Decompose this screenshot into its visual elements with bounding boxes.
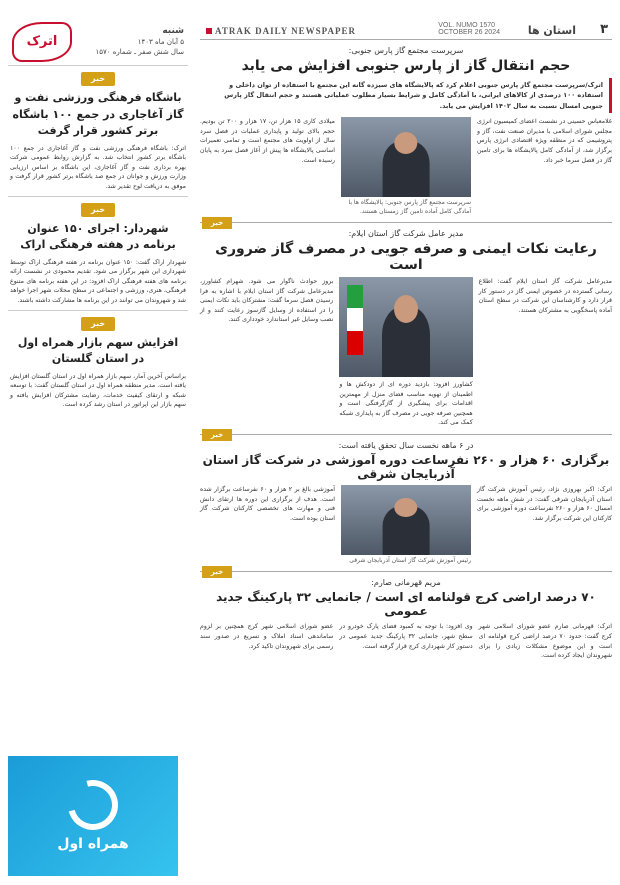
divider <box>8 196 188 197</box>
article-ilam-gas <box>200 229 612 428</box>
article-column <box>200 117 335 216</box>
article-column <box>339 277 472 428</box>
square-icon <box>206 28 212 34</box>
logo: اترک <box>12 22 72 62</box>
iran-flag-icon <box>347 285 363 355</box>
ad-brand: همراه اول <box>57 836 129 852</box>
article-headline: حجم انتقال گاز از پارس جنوبی افزایش می یابد <box>241 58 571 74</box>
article-supertitle: مدیر عامل شرکت گاز استان ایلام: <box>348 228 464 238</box>
news-tag: خبر <box>202 429 232 441</box>
article-lead: اترک/سرپرست مجتمع گاز پارس جنوبی اعلام کرد که پالایشگاه های سیزده گانه این مجتمع با استفاده از توان داخلی و استفاده ۱۰۰ درصدی از کالاهای ایرانی، با آمادگی کامل و شرایط بسیار مطلوب عملیاتی هستند و حجم انتقال گاز پارس جنوبی امسال نسبت به سال ۱۴۰۲ افزایش می یابد. <box>200 78 612 113</box>
article-gas-transfer <box>200 46 612 216</box>
person-head <box>394 295 418 323</box>
article-columns <box>200 485 612 565</box>
news-tag: خبر <box>202 217 232 229</box>
article-text: بروز حوادث ناگوار می شود. شهرام کشاورز، مدیرعامل شرکت گاز استان ایلام با اشاره به فرا رسیدن فصل سرما گفت: مشترکان باید نکات ایمنی را در استفاده از وسایل گازسوز رعایت کنند و از نصب وسایل غیر استاندارد خودداری کنند. <box>200 277 334 324</box>
section-separator <box>200 431 612 439</box>
article-photo <box>341 117 471 197</box>
article-column <box>339 622 472 660</box>
person-head <box>394 498 417 518</box>
story-title: باشگاه فرهنگی ورزشی نفت و گاز آغاجاری در جمع ۱۰۰ باشگاه برتر کشور قرار گرفت <box>12 91 184 137</box>
story-body: براساس آخرین آمار، سهم بازار همراه اول در استان گلستان افزایش یافته است. مدیر منطقه همراه اول در استان گلستان گفت: با توسعه شبکه و ارتقای کیفیت خدمات، رضایت مشترکان افزایش یافته و سهم بازار این اپراتور در استان رشد کرده است. <box>10 372 186 409</box>
article-text: عضو شورای اسلامی شهر کرج همچنین بر لزوم ساماندهی اسناد املاک و تسریع در صدور سند رسمی برای شهروندان تاکید کرد. <box>200 623 334 650</box>
news-badge: خبر <box>81 72 115 86</box>
article-text: کشاورز افزود: بازدید دوره ای از دودکش ها و اطمینان از تهویه مناسب فضای منزل از مهمترین اقدامات برای پیشگیری از گازگرفتگی است و همچنین صرفه جویی در مصرف گاز به پایداری شبکه کمک می کند. <box>339 380 473 427</box>
photo-caption: رئیس آموزش شرکت گاز استان آذربایجان شرقی <box>349 557 471 564</box>
article-text: وی افزود: با توجه به کمبود فضای پارک خودرو در سطح شهر، جانمایی ۳۲ پارکینگ جدید عمومی در دستور کار شهرداری کرج قرار گرفته است. <box>339 623 473 650</box>
divider <box>8 310 188 311</box>
article-columns <box>200 622 612 660</box>
article-supertitle: سرپرست مجتمع گاز پارس جنوبی: <box>348 46 464 55</box>
section-title: استان ها <box>527 24 576 37</box>
photo-column <box>341 117 471 216</box>
news-badge: خبر <box>81 317 115 331</box>
article-text: اترک: اکبر بهروزی نژاد، رئیس آموزش شرکت گاز استان آذربایجان شرقی گفت: در شش ماهه نخست امسال ۶۰ هزار و ۲۶۰ نفرساعت دوره آموزشی برای کارکنان این شرکت برگزار شد. <box>477 486 612 522</box>
hamrah-aval-logo-icon <box>59 771 127 839</box>
article-text: مدیرعامل شرکت گاز استان ایلام گفت: اطلاع رسانی گسترده در خصوص ایمنی گاز در دستور کار قرار دارد و کارشناسان این شرکت در سطح استان آماده پاسخگویی به مشترکان هستند. <box>478 277 612 314</box>
article-column <box>477 485 612 565</box>
article-text: اترک: قهرمانی صارم عضو شورای اسلامی شهر کرج گفت: حدود ۷۰ درصد اراضی کرج قولنامه ای است و این موضوع مشکلات زیادی را برای شهروندان ایجاد کرده است. <box>478 623 612 660</box>
news-badge: خبر <box>81 203 115 217</box>
article-column <box>479 622 612 660</box>
volume-number: VOL. NUMO 1570 <box>438 22 496 29</box>
date-block <box>95 25 184 57</box>
article-photo <box>341 485 471 555</box>
date-english: OCTOBER 26 2024 <box>438 29 500 36</box>
paper-name <box>206 26 356 36</box>
photo-column <box>341 485 471 565</box>
news-tag: خبر <box>202 566 232 578</box>
main-area <box>200 42 612 875</box>
section-separator <box>200 568 612 577</box>
article-photo <box>339 277 472 377</box>
article-text: میلادی کاری ۱۵ هزار تن، ۱۷ هزار و ۲۰۰ تن بودیم. حجم بالای تولید و پایداری عملیات در فصل سرد سال از اولویت های مجتمع است و تمامی تعمیرات اساسی پالایشگاه ها پیش از آغاز فصل سرد به پایان رسیده است. <box>200 118 335 164</box>
article-headline: برگزاری ۶۰ هزار و ۲۶۰ نفرساعت دوره آموزشی در شرکت گاز استان آذربایجان شرقی <box>202 453 610 481</box>
article-text: غلامعباس حسینی در نشست اعضای کمیسیون انرژی مجلس شورای اسلامی با مدیران صنعت نفت، گاز و پتروشیمی که در منطقه ویژه اقتصادی انرژی پارس برگزار شد، از آمادگی کامل پالایشگاه ها برای تامین گاز در فصل سرما خبر داد. <box>477 118 612 164</box>
article-headline: ۷۰ درصد اراضی کرج قولنامه ای است / جانمایی ۳۲ پارکینگ جدید عمومی <box>216 590 596 619</box>
article-headline: رعایت نکات ایمنی و صرفه جویی در مصرف گاز ضروری است <box>215 240 597 273</box>
masthead <box>8 18 188 66</box>
article-karaj-land <box>200 578 612 660</box>
weekday: شنبه <box>162 26 184 37</box>
issue-persian: سال شش صفر ـ شماره ۱۵۷۰ <box>95 47 184 56</box>
article-column <box>200 277 333 428</box>
left-column <box>8 18 188 875</box>
section-separator <box>200 218 612 227</box>
page-number: ۳ <box>600 22 608 37</box>
article-column <box>479 277 612 428</box>
advertisement[interactable] <box>8 756 178 876</box>
article-text: آموزشی بالغ بر ۲ هزار و ۶۰ نفرساعت برگزار شده است. هدف از برگزاری این دوره ها ارتقای دانش فنی و مهارت های تخصصی کارکنان شرکت گاز استان بوده است. <box>200 486 335 522</box>
story-title: شهردار: اجرای ۱۵۰ عنوان برنامه در هفته فرهنگی اراک <box>20 221 176 252</box>
date-persian: ۵ آبان ماه ۱۴۰۳ <box>137 38 184 46</box>
article-column <box>477 117 612 216</box>
photo-caption: سرپرست مجتمع گاز پارس جنوبی: پالایشگاه ها با آمادگی کامل آماده تامین گاز زمستان هستند. <box>348 199 471 215</box>
article-supertitle: مریم قهرمانی صارم: <box>371 578 441 588</box>
article-azarbaijan-training <box>200 441 612 565</box>
article-columns <box>200 117 612 216</box>
story-title: افزایش سهم بازار همراه اول در استان گلستان <box>17 335 179 366</box>
story-body: اترک: باشگاه فرهنگی ورزشی نفت و گاز آغاجاری در جمع ۱۰۰ باشگاه برتر کشور انتخاب شد. به گزارش روابط عمومی شرکت بهره برداری نفت و گاز آغاجاری، این باشگاه بر اساس ارزیابی وزارت ورزش و جوانان در جمع صد باشگاه برتر کشور قرار گرفت و موفق به دریافت لوح تقدیر شد. <box>10 144 186 190</box>
article-columns <box>200 277 612 428</box>
article-supertitle: در ۶ ماهه نخست سال تحقق یافته است: <box>338 441 474 450</box>
story-body: شهردار اراک گفت: ۱۵۰ عنوان برنامه در هفته فرهنگی اراک توسط شهرداری این شهر برگزار می شود. تقدیم محمودی در نشست ارائه برنامه های هفته فرهنگی اراک افزود: در این هفته برنامه های متنوع فرهنگی، هنری، ورزشی و اجتماعی در سطح محلات شهر اجرا خواهد شد و شهروندان می توانند در این برنامه ها مشارکت داشته باشند. <box>10 258 187 304</box>
article-column <box>200 485 335 565</box>
paper-name-text: ATRAK DAILY NEWSPAPER <box>215 26 357 36</box>
article-column <box>200 622 333 660</box>
issue-info <box>438 22 500 36</box>
